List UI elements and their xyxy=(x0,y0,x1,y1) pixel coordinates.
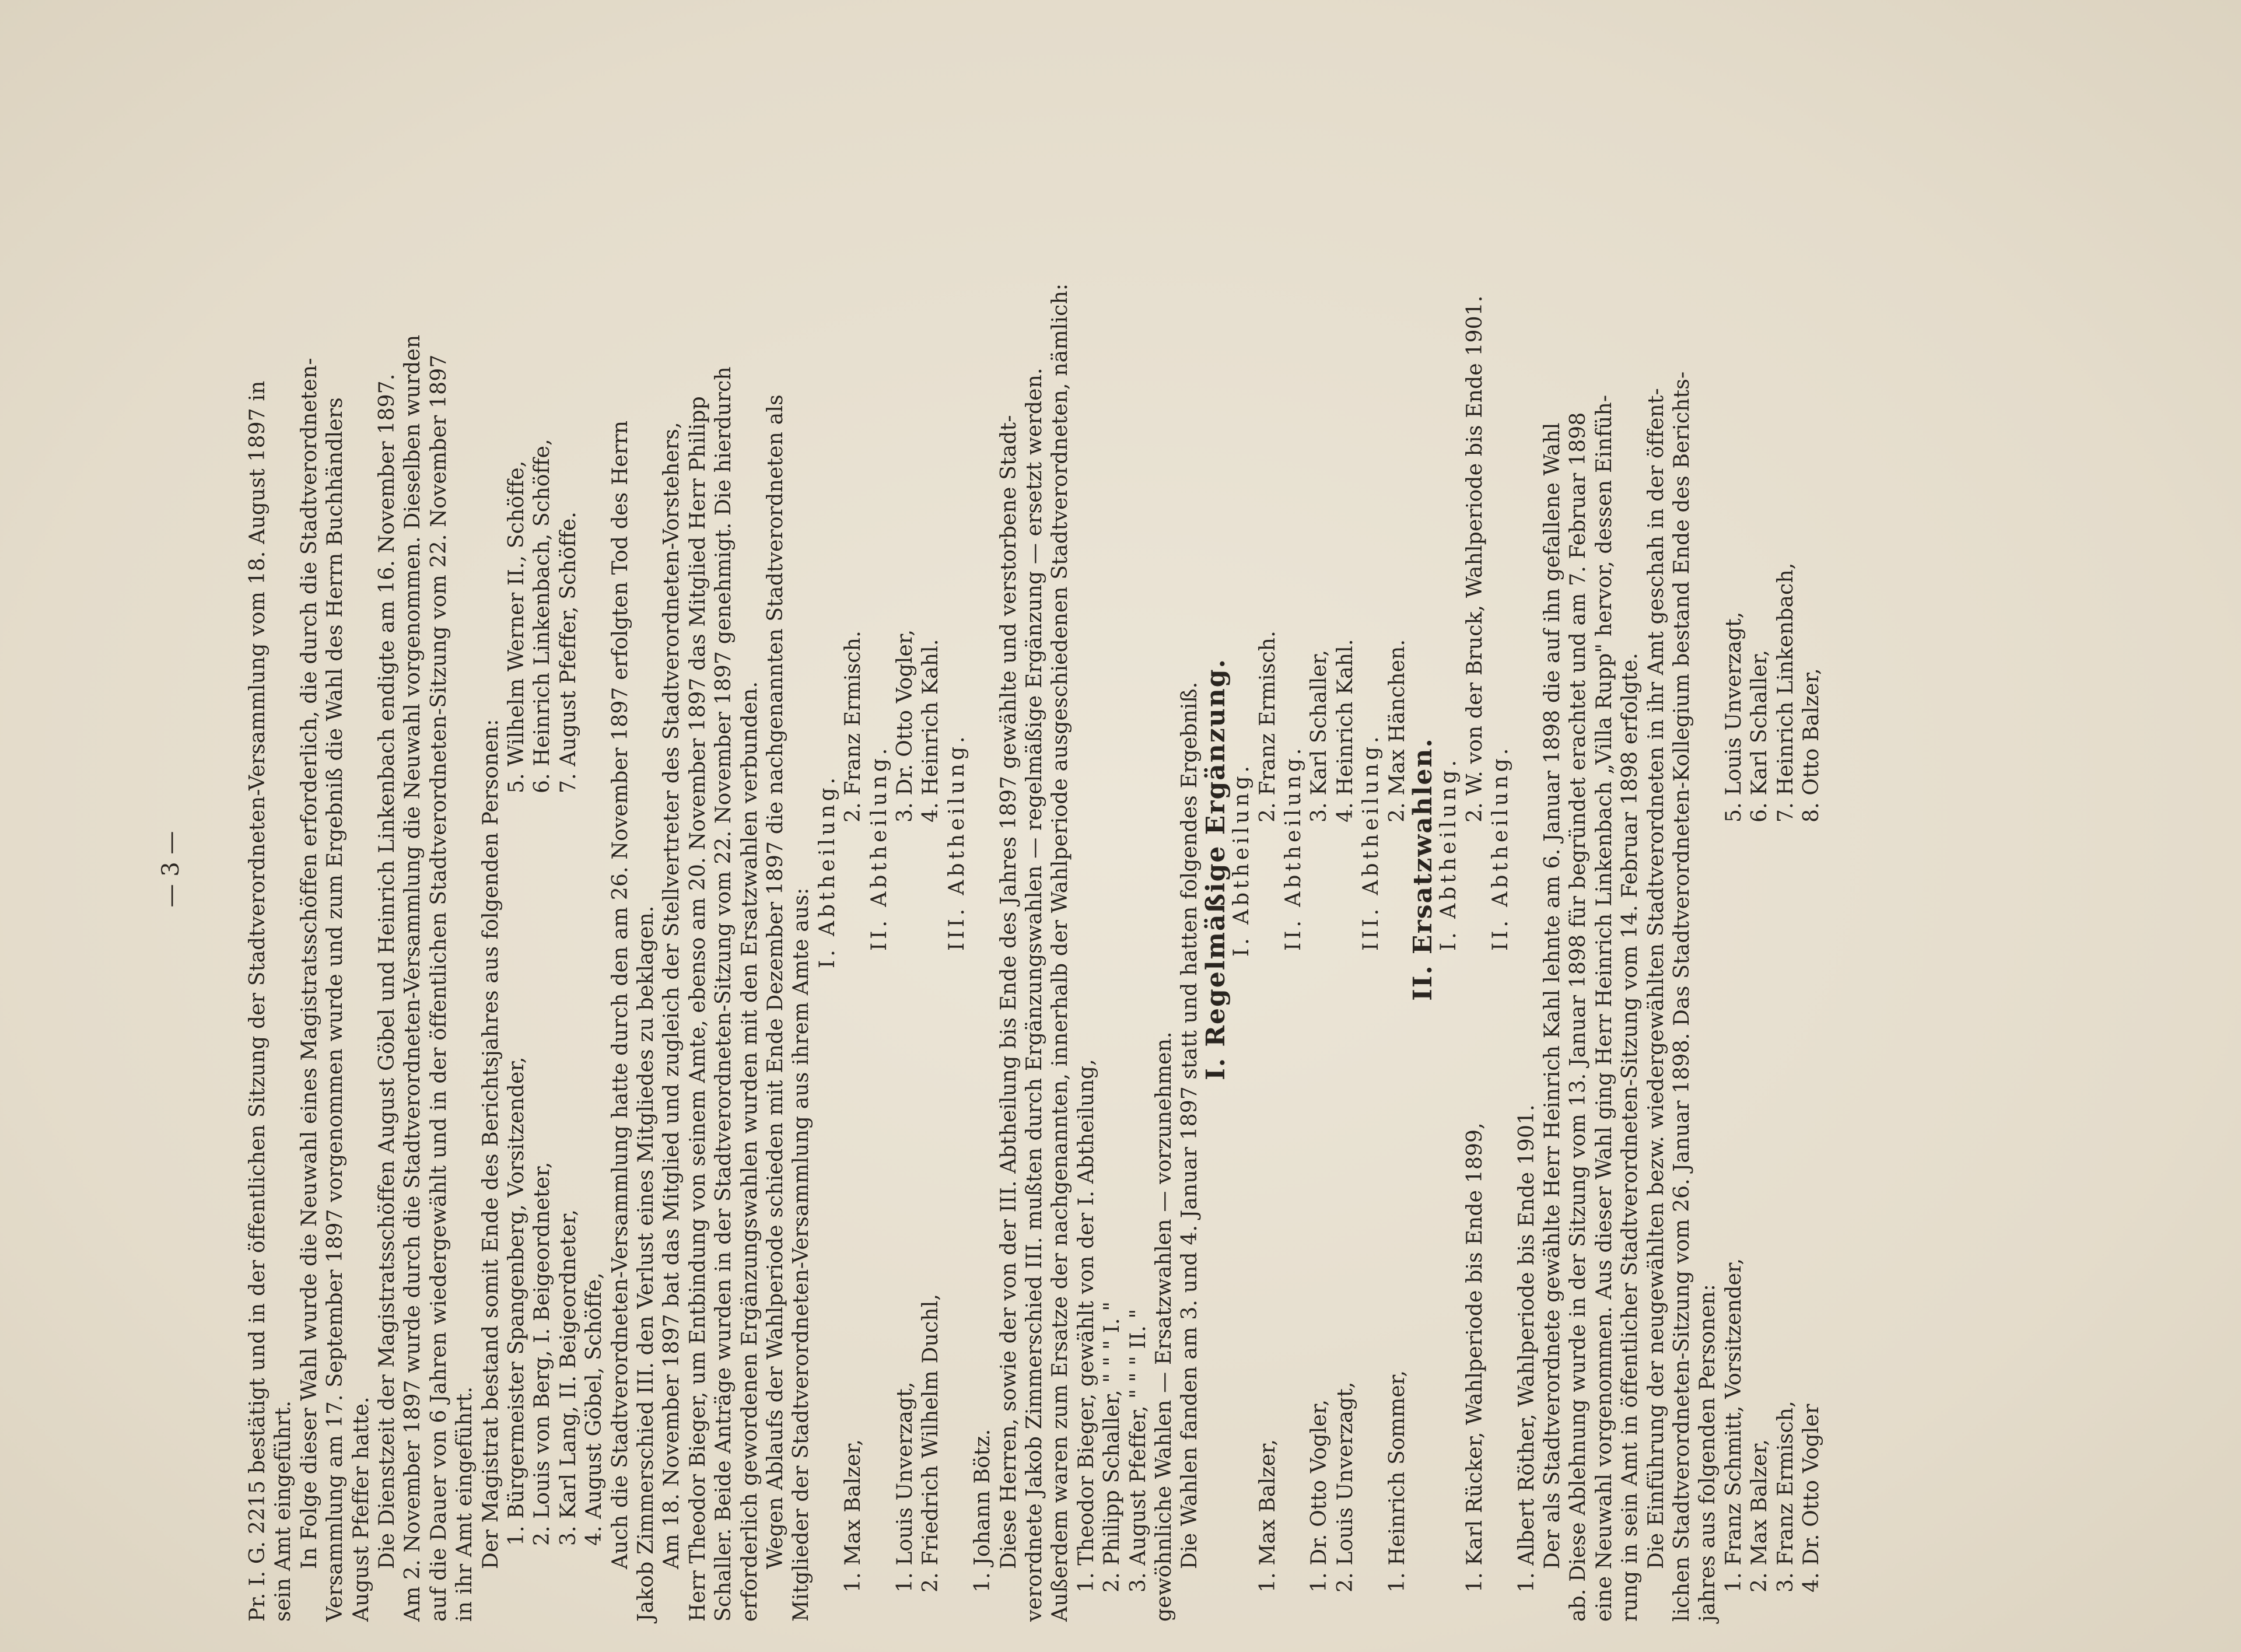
text-line-right-column: 7. August Pfeffer, Schöffe. xyxy=(556,511,580,793)
text-line-right-column: 2. W. von der Bruck, Wahlperiode bis Ende 1901. xyxy=(1462,295,1487,822)
text-line: 4. Dr. Otto Vogler xyxy=(1799,1404,1823,1592)
text-line: in ihr Amt eingeführt. xyxy=(453,1386,477,1622)
text-line: Am 2. November 1897 wurde durch die Stadtverordneten-Versammlung die Neuwahl vorgenommen. Dieselben wurden xyxy=(401,334,425,1622)
text-line: Versammlung am 17. September 1897 vorgenommen wurde und zum Ergebniß die Wahl des Herrn Buchhändlers xyxy=(323,397,348,1622)
section-heading: II. Ersatzwahlen. xyxy=(1408,737,1438,1001)
text-line: III. Abtheilung. xyxy=(1359,733,1384,951)
text-line: 3. Franz Ermisch, xyxy=(1773,1401,1798,1592)
text-line: 4. August Göbel, Schöffe, xyxy=(582,1272,607,1546)
text-line-right-column: 2. Max Hänchen. xyxy=(1385,639,1409,822)
text-line: 1. Karl Rücker, Wahlperiode bis Ende 1899, xyxy=(1462,1122,1487,1592)
text-line: III. Abtheilung. xyxy=(944,733,969,951)
text-line: sein Amt eingeführt. xyxy=(271,1400,296,1622)
text-line: Schaller. Beide Anträge wurden in der Stadtverordneten-Sitzung vom 22. November 1897 genehmigt. Die hierdurch xyxy=(712,366,736,1622)
text-line: Mitglieder der Stadtverordneten-Versammlung aus ihrem Amte aus: xyxy=(789,887,814,1622)
text-line: 3. Karl Lang, II. Beigeordneter, xyxy=(556,1209,580,1546)
rotated-text-block xyxy=(157,117,1890,1622)
text-line-right-column: 2. Franz Ermisch. xyxy=(841,631,866,822)
text-line: auf die Dauer von 6 Jahren wiedergewählt und in der öffentlichen Stadtverordneten-Sitzung vom 22. November 1897 xyxy=(426,354,451,1622)
text-line: 1. Heinrich Sommer, xyxy=(1385,1370,1409,1592)
text-line: 1. Albert Röther, Wahlperiode bis Ende 1901. xyxy=(1514,1104,1539,1592)
text-line-right-column: 3. Karl Schaller, xyxy=(1307,649,1332,822)
text-line-right-column: 4. Heinrich Kahl. xyxy=(919,639,943,822)
section-heading: I. Regelmäßige Ergänzung. xyxy=(1200,658,1231,1080)
text-line-right-column: 2. Franz Ermisch. xyxy=(1255,631,1280,822)
text-line: Am 18. November 1897 bat das Mitglied und zugleich der Stellvertreter des Stadtverordneten-Vorstehers, xyxy=(660,422,684,1569)
text-line: verordnete Jakob Zimmerschied III. mußten durch Ergänzungswahlen — regelmäßige Ergänzung — ersetzt werden. xyxy=(1023,368,1046,1622)
text-line-right-column: 6. Karl Schaller, xyxy=(1748,649,1772,822)
text-line: Die Wahlen fanden am 3. und 4. Januar 1897 statt und hatten folgendes Ergebniß. xyxy=(1178,681,1202,1569)
text-line: II. Abtheilung. xyxy=(867,744,891,951)
text-line: jahres aus folgenden Personen: xyxy=(1696,1284,1720,1622)
text-line: 2. Philipp Schaller, " " " I. " xyxy=(1100,1301,1125,1592)
text-line: 2. Friedrich Wilhelm Duchl, xyxy=(919,1293,943,1592)
text-line: 3. August Pfeffer, " " " II. " xyxy=(1126,1308,1150,1592)
text-line: I. Abtheilung. xyxy=(1437,757,1461,951)
text-line: Die Einführung der neugewählten bezw. wiedergewählten Stadtverordneten in ihr Amt geschah in der öffent- xyxy=(1644,388,1668,1569)
text-line-right-column: 8. Otto Balzer, xyxy=(1799,668,1823,822)
text-line: 1. Franz Schmitt, Vorsitzender, xyxy=(1721,1258,1746,1592)
text-line: 2. Louis von Berg, I. Beigeordneter, xyxy=(530,1161,555,1546)
text-line-right-column: 5. Louis Unverzagt, xyxy=(1721,611,1746,822)
text-line: ab. Diese Ablehnung wurde in der Sitzung vom 13. Januar 1898 für begründet erachtet und am 7. Februar 1898 xyxy=(1566,412,1591,1622)
text-line-right-column: 5. Wilhelm Werner II., Schöffe, xyxy=(505,460,528,793)
text-line: Herr Theodor Bieger, um Entbindung von seinem Amte, ebenso am 20. November 1897 das Mitglied Herr Philipp xyxy=(685,396,710,1622)
text-line: II. Abtheilung. xyxy=(1489,744,1513,951)
text-line: 1. Johann Bötz. xyxy=(971,1429,995,1592)
text-line: I. Abtheilung. xyxy=(815,774,839,968)
text-line: Diese Herren, sowie der von der III. Abtheilung bis Ende des Jahres 1897 gewählte und verstorbene Stadt- xyxy=(996,415,1021,1569)
text-line: Wegen Ablaufs der Wahlperiode schieden mit Ende Dezember 1897 die nachgenannten Stadtverordneten als xyxy=(764,394,787,1569)
text-line-right-column: 6. Heinrich Linkenbach, Schöffe, xyxy=(530,439,555,793)
text-line: Der als Stadtverordnete gewählte Herr Heinrich Kahl lehnte am 6. Januar 1898 die auf ihn gefallene Wahl xyxy=(1540,422,1564,1569)
text-line-right-column: 7. Heinrich Linkenbach, xyxy=(1773,562,1798,822)
text-line: August Pfeffer hatte. xyxy=(349,1396,373,1622)
text-line: 2. Louis Unverzagt, xyxy=(1333,1381,1357,1592)
text-line: gewöhnliche Wahlen — Ersatzwahlen — vorzunehmen. xyxy=(1152,1031,1176,1622)
text-line-right-column: 3. Dr. Otto Vogler, xyxy=(893,629,917,822)
text-line: eine Neuwahl vorgenommen. Aus dieser Wahl ging Herr Heinrich Linkenbach „Villa Rupp" hervor, dessen Einfüh- xyxy=(1592,394,1616,1622)
text-line: Der Magistrat bestand somit Ende des Berichtsjahres aus folgenden Personen: xyxy=(478,719,503,1569)
text-line: 1. Max Balzer, xyxy=(1255,1438,1280,1592)
text-line: 1. Dr. Otto Vogler, xyxy=(1307,1399,1332,1592)
text-line: 2. Max Balzer, xyxy=(1748,1438,1772,1592)
text-line: I. Abtheilung. xyxy=(1230,762,1254,957)
text-line: lichen Stadtverordneten-Sitzung vom 26. Januar 1898. Das Stadtverordneten-Kollegium bestand Ende des Berichts- xyxy=(1670,371,1694,1622)
page-number: — 3 — xyxy=(157,831,184,908)
text-line: 1. Bürgermeister Spangenberg, Vorsitzender, xyxy=(505,1056,528,1546)
text-line: In Folge dieser Wahl wurde die Neuwahl eines Magistratsschöffen erforderlich, die durch die Stadtverordneten- xyxy=(297,358,321,1569)
text-line: Außerdem waren zum Ersatze der nachgenannten, innerhalb der Wahlperiode ausgeschiedenen Stadtverordneten, nämlich: xyxy=(1048,283,1073,1622)
text-line: erforderlich gewordenen Ergänzungswahlen wurden mit den Ersatzwahlen verbunden. xyxy=(737,681,762,1622)
text-line: Auch die Stadtverordneten-Versammlung hatte durch den am 26. November 1897 erfolgten Tod des Herrn xyxy=(608,420,632,1569)
text-line: 1. Theodor Bieger, gewählt von der I. Abtheilung, xyxy=(1074,1059,1098,1592)
text-line-right-column: 4. Heinrich Kahl. xyxy=(1333,639,1357,822)
text-line: 1. Max Balzer, xyxy=(841,1438,866,1592)
text-line: rung in sein Amt in öffentlicher Stadtverordneten-Sitzung vom 14. Februar 1898 erfolgte. xyxy=(1618,653,1643,1622)
text-line: 1. Louis Unverzagt, xyxy=(893,1381,917,1592)
text-line: Die Dienstzeit der Magistratsschöffen August Göbel und Heinrich Linkenbach endigte am 16. November 1897. xyxy=(375,373,399,1569)
text-line: II. Abtheilung. xyxy=(1281,744,1305,951)
text-line: Jakob Zimmerschied III. den Verlust eines Mitgliedes zu beklagen. xyxy=(634,905,658,1622)
text-line: Pr. I. G. 2215 bestätigt und in der öffentlichen Sitzung der Stadtverordneten-Versammlung vom 18. August 1897 in xyxy=(246,380,269,1622)
